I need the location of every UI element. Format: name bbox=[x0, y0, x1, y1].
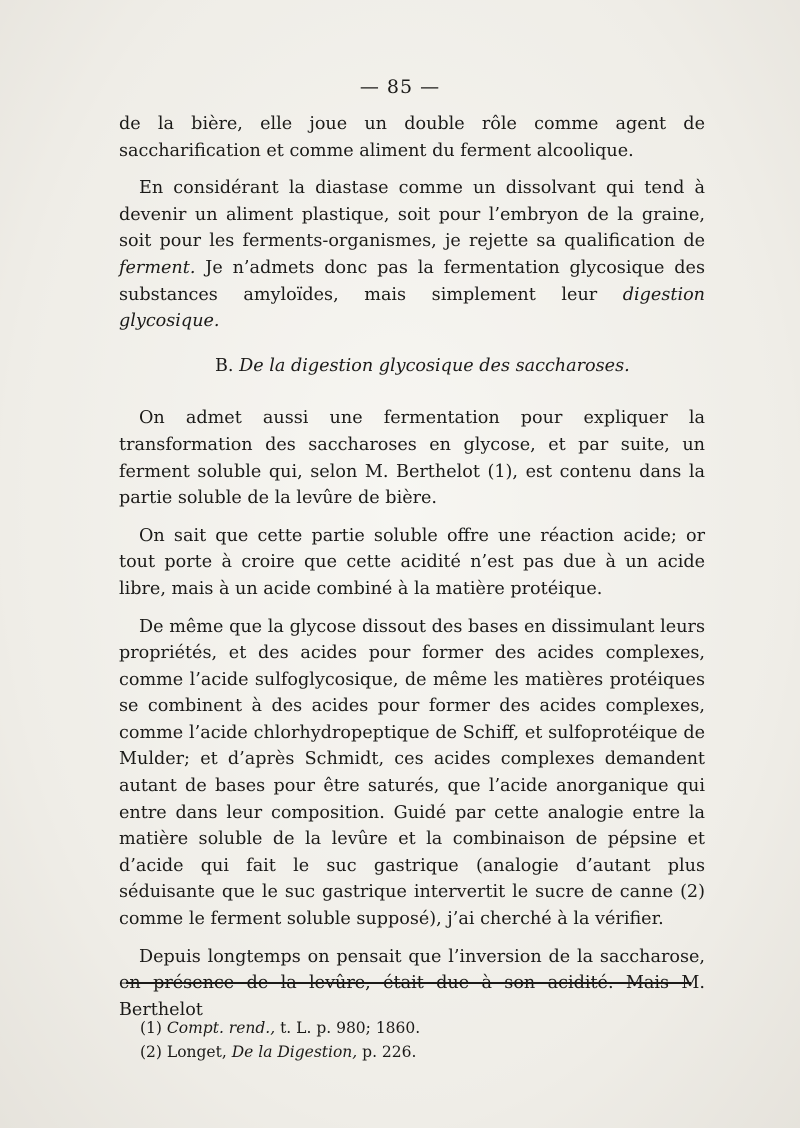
paragraph-4: On sait que cette partie soluble offre une réaction acide; or tout porte à croire que cette acidité n’est pas due à un acide libre, mais à un acide combiné à la matière protéique. bbox=[119, 525, 705, 599]
section-heading bbox=[119, 353, 705, 380]
footnote-1-marker: (1) bbox=[140, 1019, 162, 1037]
paragraph-2-text-before: En considérant la diastase comme un dissolvant qui tend à devenir un aliment plastique, soit pour l’embryon de la graine, soit pour les ferments-organismes, je rejette sa qualification de bbox=[119, 178, 705, 252]
section-letter: B. bbox=[215, 355, 234, 376]
footnote-1-title: Compt. rend., bbox=[166, 1019, 276, 1037]
footnote-separator bbox=[126, 982, 691, 984]
paragraph-6: Depuis longtemps on pensait que l’inversion de la saccharose, en présence de la levûre, était due à son acidité. Mais M. Berthelot bbox=[119, 946, 705, 1020]
section-title: De la digestion glycosique des saccharoses. bbox=[239, 355, 630, 376]
emphasis-ferment: ferment. bbox=[119, 257, 196, 278]
paragraph-5: De même que la glycose dissout des bases en dissimulant leurs propriétés, et des acides pour former des acides complexes, comme l’acide sulfoglycosique, de même les matières protéiques se combinent à des acides pour former des acides complexes, comme l’acide chlorhydropeptique de Schiff, et sulfoprotéique de Mulder; et d’après Schmidt, ces acides complexes demandent autant de bases pour être saturés, que l’acide anorganique qui entre dans leur composition. Guidé par cette analogie entre la matière soluble de la levûre et la combinaison de pépsine et d’acide qui fait le suc gastrique (analogie d’autant plus séduisante que le suc gastrique intervertit le sucre de canne (2) comme le ferment soluble supposé), j’ai cherché à la vérifier. bbox=[119, 616, 705, 930]
footnote-2-prefix: Longet, bbox=[166, 1043, 232, 1061]
footnote-1 bbox=[140, 1016, 660, 1040]
footnote-1-rest: t. L. p. 980; 1860. bbox=[275, 1019, 421, 1037]
body-text bbox=[119, 111, 705, 1023]
footnotes bbox=[140, 1016, 660, 1064]
paragraph-2 bbox=[119, 175, 705, 335]
footnote-2-marker: (2) bbox=[140, 1043, 162, 1061]
page-number: — 85 — bbox=[359, 76, 441, 98]
emphasis-digestion-glycosique: digestion glycosique. bbox=[119, 284, 705, 332]
paragraph-2-text-middle: Je n’admets donc pas la fermentation glycosique des substances amyloïdes, mais simplement leur bbox=[119, 257, 705, 305]
paragraph-1: de la bière, elle joue un double rôle comme agent de saccharification et comme aliment du ferment alcoolique. bbox=[119, 114, 705, 161]
footnote-2 bbox=[140, 1040, 660, 1064]
paragraph-3: On admet aussi une fermentation pour expliquer la transformation des saccharoses en glycose, et par suite, un ferment soluble qui, selon M. Berthelot (1), est contenu dans la partie soluble de la levûre de bière. bbox=[119, 408, 705, 509]
footnote-2-title: De la Digestion, bbox=[231, 1043, 358, 1061]
footnote-2-rest: p. 226. bbox=[357, 1043, 417, 1061]
